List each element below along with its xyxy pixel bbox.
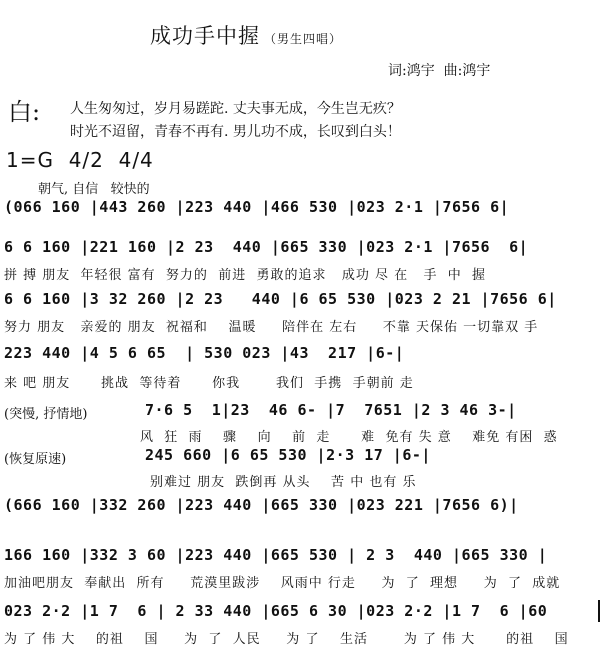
lyric-row: 为 了 伟 大 的祖 国 为 了 人民 为 了 生活 为 了 伟 大 的祖 国 xyxy=(4,632,569,647)
notation-row: 166 160 |332 3 60 |223 440 |665 530 | 2 3 440 |665 330 | xyxy=(4,546,548,564)
lyric-row: 拼 搏 朋友 年轻很 富有 努力的 前进 勇敢的追求 成功 尽 在 手 中 握 xyxy=(4,268,487,283)
notation-row: 6 6 160 |3 32 260 |2 23 440 |6 65 530 |023 2 21 |7656 6| xyxy=(4,290,557,308)
song-title xyxy=(150,20,342,50)
tempo-marking: 朝气, 自信 较快的 xyxy=(38,182,150,197)
intro-line-2: 时光不迢留，青春不再有. 男儿功不成，长叹到白头！ xyxy=(70,124,401,140)
lyric-row: 别难过 朋友 跌倒再 从头 苦 中 也有 乐 xyxy=(150,475,417,490)
intro-line-1: 人生匆匆过，岁月易蹉跎. 丈夫事无成，今生岂无疚？ xyxy=(70,101,401,117)
lyric-row: 加油吧朋友 奉献出 所有 荒漠里跋涉 风雨中 行走 为 了 理想 为 了 成就 xyxy=(4,576,561,591)
notation-row: 6 6 160 |221 160 |2 23 440 |665 330 |023 2·1 |7656 6| xyxy=(4,238,529,256)
lyric-row: 努力 朋友 亲爱的 朋友 祝福和 温暖 陪伴在 左右 不靠 天保佑 一切靠双 手 xyxy=(4,320,539,335)
song-subtitle: （男生四唱） xyxy=(264,32,343,46)
notation-row: 7·6 5 1|23 46 6- |7 7651 |2 3 46 3-| xyxy=(145,401,517,419)
intro-mark: 白: xyxy=(8,98,41,126)
notation-row: (666 160 |332 260 |223 440 |665 330 |023 221 |7656 6)| xyxy=(4,496,519,514)
notation-row: (066 160 |443 260 |223 440 |466 530 |023 2·1 |7656 6| xyxy=(4,198,510,216)
notation-row: 223 440 |4 5 6 65 | 530 023 |43 217 |6-| xyxy=(4,344,405,362)
credits: 词:鸿宇 曲:鸿宇 xyxy=(388,63,491,79)
notation-row: 245 660 |6 65 530 |2·3 17 |6-| xyxy=(145,446,431,464)
notation-row: 023 2·2 |1 7 6 | 2 33 440 |665 6 30 |023 2·2 |1 7 6 |60 xyxy=(4,602,548,620)
section-marking: (突慢, 抒情地) xyxy=(4,407,88,422)
lyric-row: 风 狂 雨 骤 向 前 走 难 免有 失 意 难免 有困 惑 xyxy=(140,430,558,445)
final-barline xyxy=(598,600,600,622)
section-marking: (恢复原速) xyxy=(4,452,67,467)
lyric-row: 来 吧 朋友 挑战 等待着 你我 我们 手携 手朝前 走 xyxy=(4,376,414,391)
song-title-text: 成功手中握 xyxy=(150,24,260,48)
key-signature: 1=G 4/2 4/4 xyxy=(6,148,154,172)
